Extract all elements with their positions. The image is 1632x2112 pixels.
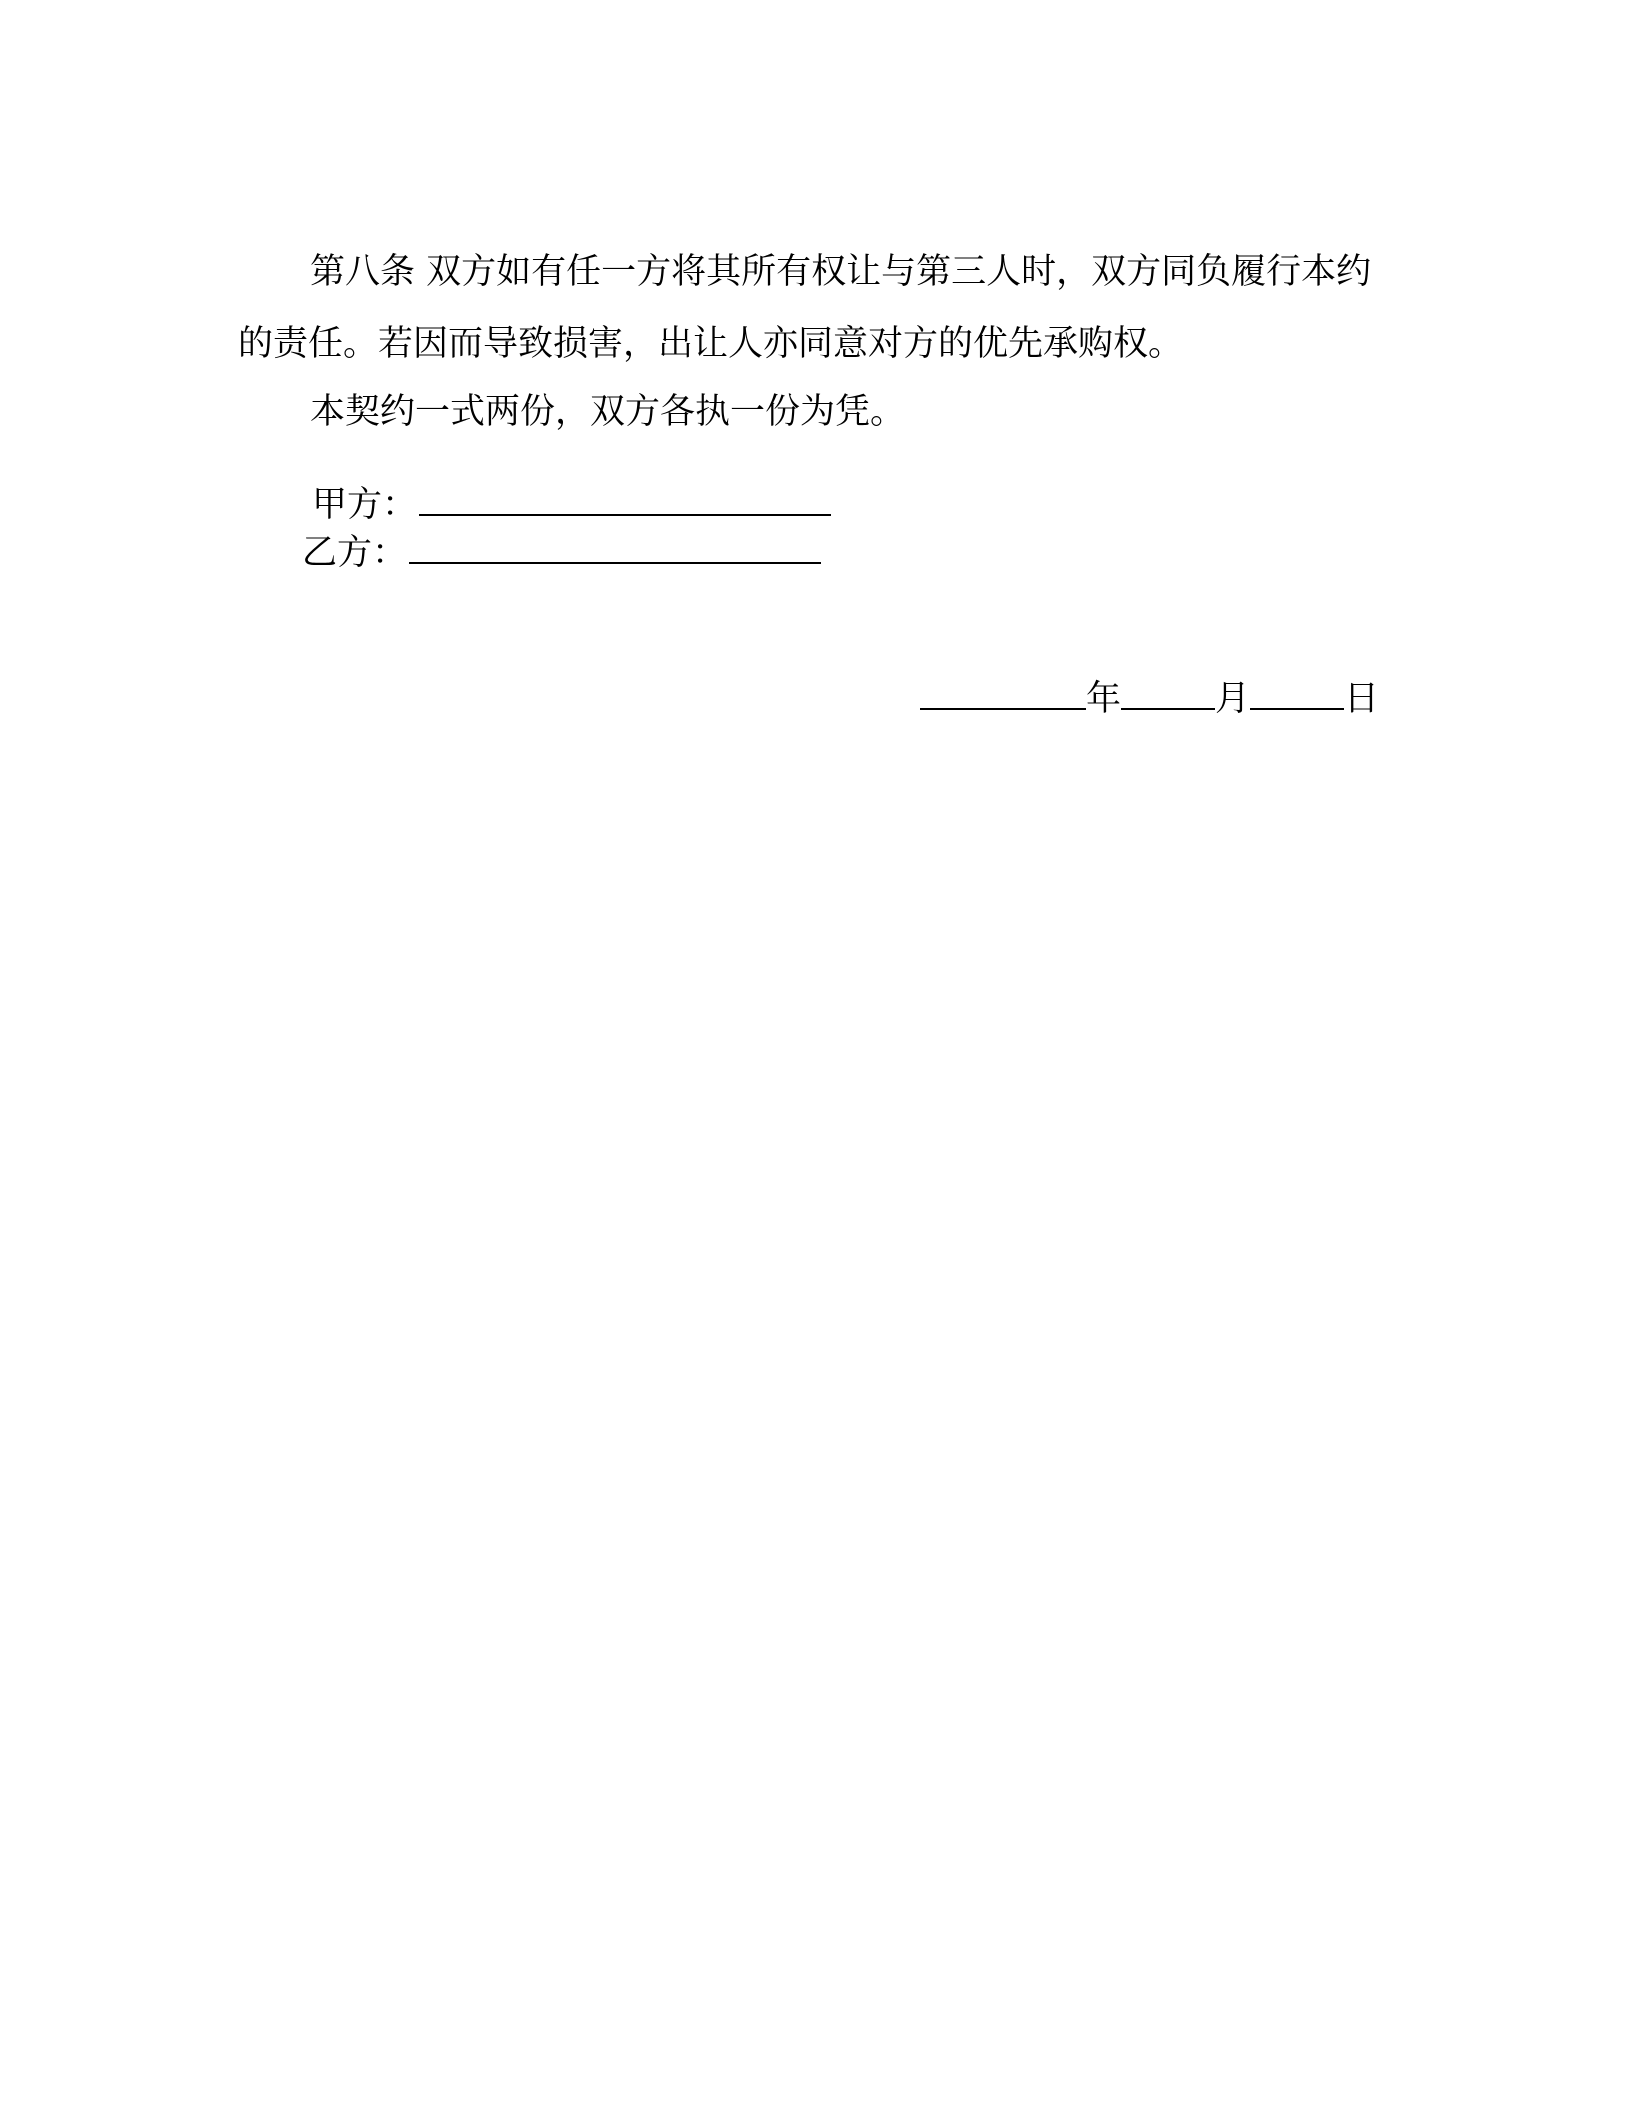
party-a-signature (312, 478, 831, 529)
party-a-signature-line[interactable] (419, 478, 831, 516)
article-eight-text: 第八条 双方如有任一方将其所有权让与第三人时，双方同负履行本约的责任。若因而导致损害，出让人亦同意对方的优先承购权。 (238, 252, 1372, 364)
copies-clause: 本契约一式两份，双方各执一份为凭。 (310, 392, 906, 432)
signing-date (920, 672, 1379, 723)
article-eight (238, 236, 1378, 380)
party-b-signature-line[interactable] (409, 526, 821, 564)
year-blank[interactable] (920, 672, 1086, 710)
day-blank[interactable] (1250, 672, 1344, 710)
month-label: 月 (1215, 679, 1251, 719)
day-label: 日 (1344, 679, 1380, 719)
month-blank[interactable] (1121, 672, 1215, 710)
year-label: 年 (1086, 679, 1122, 719)
party-b-signature (302, 526, 821, 577)
party-b-label: 乙方： (302, 533, 408, 573)
party-a-label: 甲方： (312, 485, 418, 525)
